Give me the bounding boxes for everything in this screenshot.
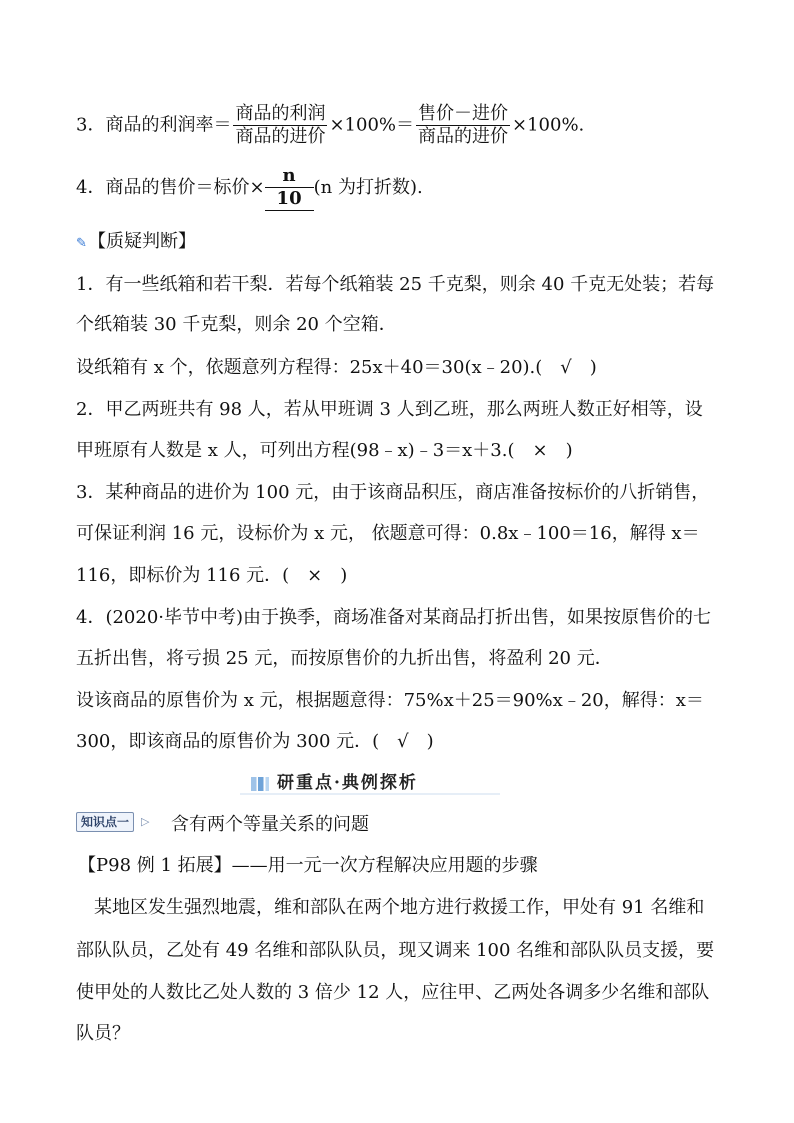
section-bar <box>240 793 500 795</box>
fraction-denominator: 10 <box>265 187 314 211</box>
fraction-price-diff-over-cost <box>416 103 510 148</box>
fraction-denominator: 商品的进价 <box>418 126 508 147</box>
q3-line-c: 116，即标价为 116 元．( × ) <box>76 565 348 586</box>
fraction-n-over-10 <box>265 165 314 211</box>
judge-header <box>76 230 196 256</box>
formula3-suffix: ×100%. <box>512 114 585 136</box>
formula4-prefix: 4．商品的售价＝标价× <box>76 177 265 198</box>
example-line-1: 某地区发生强烈地震，维和部队在两个地方进行救援工作，甲处有 91 名维和 <box>94 897 705 918</box>
section-title <box>251 768 418 793</box>
q4-line-c: 设该商品的原售价为 x 元，根据题意得：75%x＋25＝90%x﹣20，解得：x＝ <box>76 690 704 711</box>
example-line-4: 队员？ <box>76 1023 130 1044</box>
q2-line-a: 2．甲乙两班共有 98 人，若从甲班调 3 人到乙班，那么两班人数正好相等，设 <box>76 399 703 420</box>
formula-profit-rate <box>76 103 584 148</box>
q2-line-b: 甲班原有人数是 x 人，可列出方程(98﹣x)﹣3＝x＋3.( × ) <box>76 440 573 461</box>
building-icon <box>251 777 269 791</box>
fraction-denominator: 商品的进价 <box>235 126 326 147</box>
fraction-numerator: 商品的利润 <box>235 103 326 124</box>
fraction-profit-over-cost <box>233 103 327 148</box>
knowledge-tag: 知识点一 <box>76 812 134 832</box>
q4-line-b: 五折出售，将亏损 25 元，而按原售价的九折出售，将盈利 20 元． <box>76 648 613 669</box>
q4-line-a: 4．(2020·毕节中考)由于换季，商场准备对某商品打折出售，如果按原售价的七 <box>76 607 712 628</box>
q4-line-d: 300，即该商品的原售价为 300 元．( √ ) <box>76 731 434 752</box>
tag-arrow-icon: ▷ <box>141 815 150 828</box>
q1-line-a: 1．有一些纸箱和若干梨．若每个纸箱装 25 千克梨，则余 40 千克无处装；若每 <box>76 274 715 295</box>
section-title-text: 研重点·典例探析 <box>277 773 418 793</box>
example-header: 【P98 例 1 拓展】——用一元一次方程解决应用题的步骤 <box>78 855 538 876</box>
q1-line-b: 个纸箱装 30 千克梨，则余 20 个空箱． <box>76 314 397 335</box>
formula3-mid: ×100%＝ <box>329 114 414 136</box>
knowledge-title: 含有两个等量关系的问题 <box>171 814 369 835</box>
q3-line-b: 可保证利润 16 元，设标价为 x 元， 依题意可得：0.8x﹣100＝16，解得 x＝ <box>76 523 700 544</box>
fraction-numerator: n <box>282 165 296 186</box>
q1-line-c: 设纸箱有 x 个，依题意列方程得：25x＋40＝30(x﹣20).( √ ) <box>76 357 597 378</box>
pencil-icon: ✎ <box>76 236 87 251</box>
example-line-3: 使甲处的人数比乙处人数的 3 倍少 12 人，应往甲、乙两处各调多少名维和部队 <box>76 982 710 1003</box>
q3-line-a: 3．某种商品的进价为 100 元，由于该商品积压，商店准备按标价的八折销售， <box>76 482 710 503</box>
fraction-numerator: 售价－进价 <box>418 103 508 124</box>
judge-header-text: 【质疑判断】 <box>88 231 196 252</box>
formula4-suffix: (n 为打折数). <box>313 177 423 198</box>
example-line-2: 部队队员，乙处有 49 名维和部队队员，现又调来 100 名维和部队队员支援，要 <box>76 940 715 961</box>
formula3-prefix: 3．商品的利润率＝ <box>76 114 232 136</box>
formula-selling-price <box>76 165 423 211</box>
